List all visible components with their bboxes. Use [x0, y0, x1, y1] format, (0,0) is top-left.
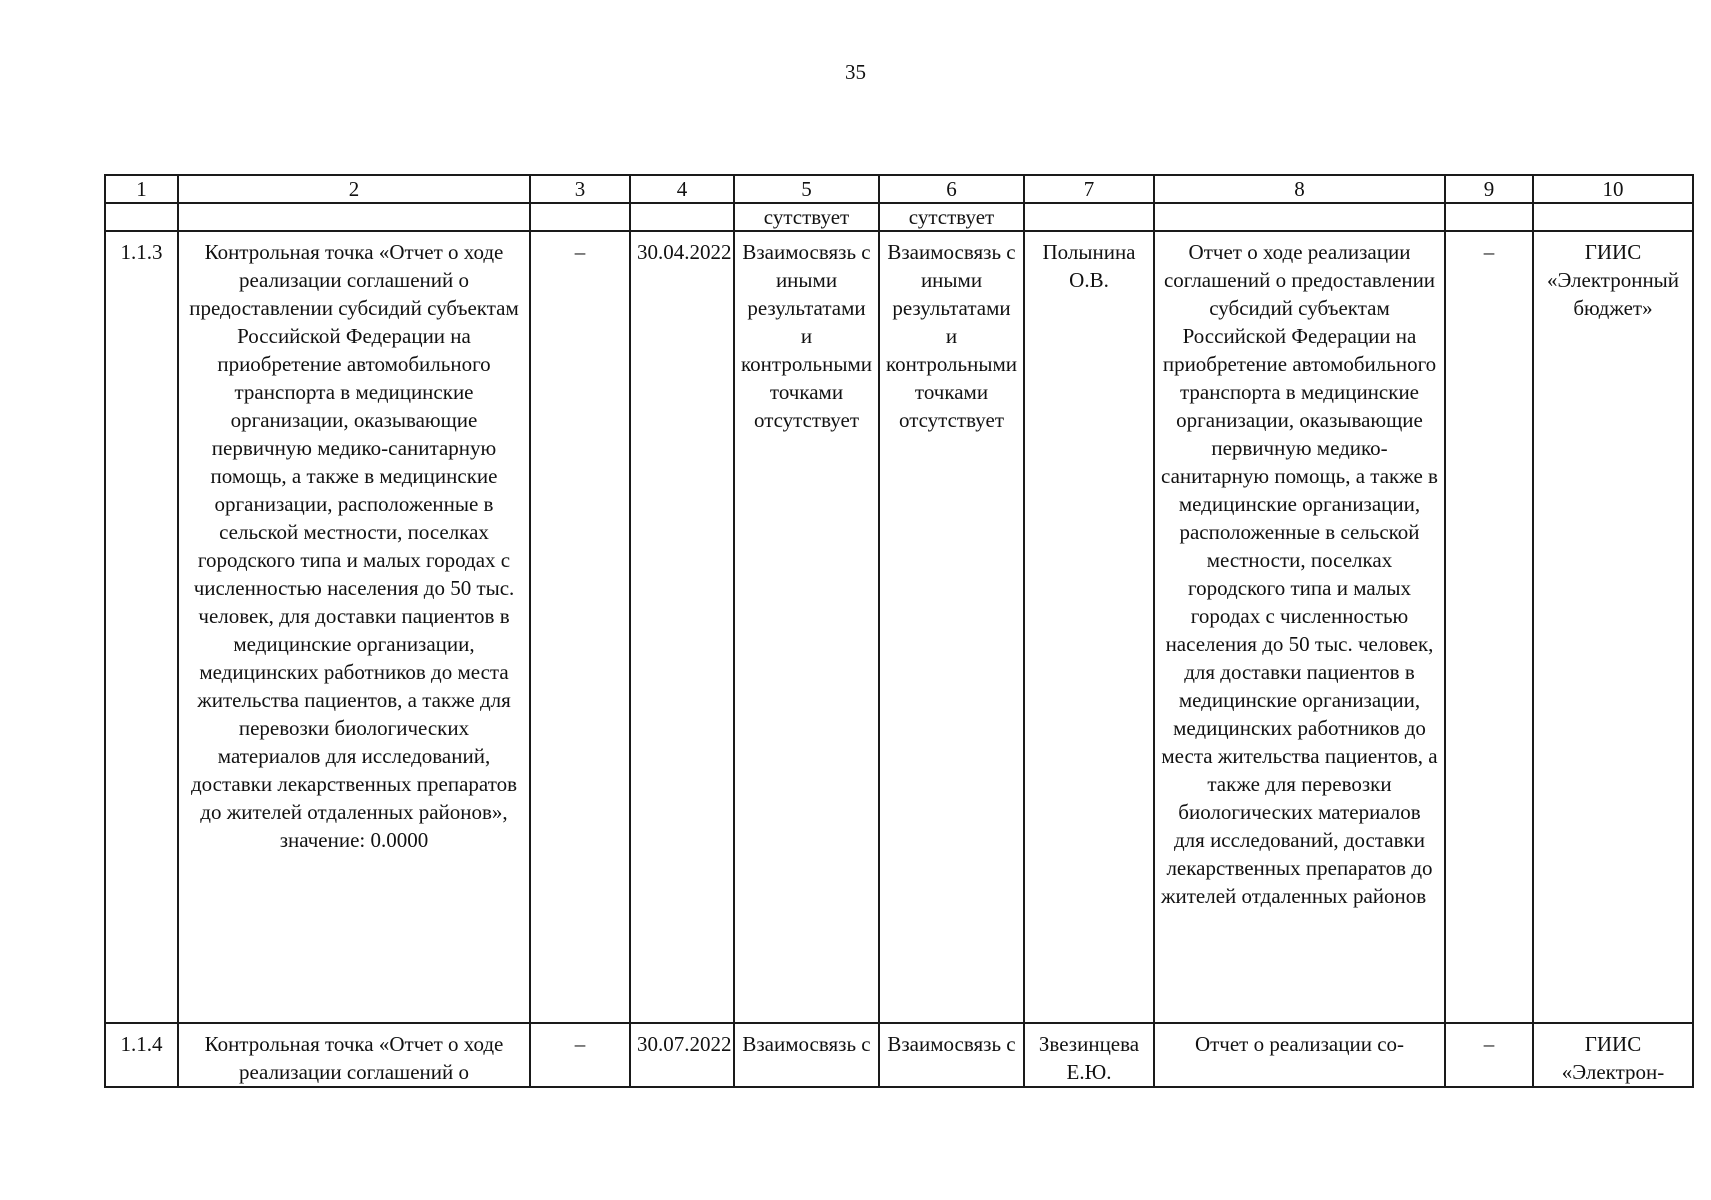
column-header: 5 [734, 175, 879, 203]
table-cell: – [1445, 231, 1533, 1023]
continuation-row [105, 203, 1693, 231]
table-cell [1533, 203, 1693, 231]
column-header: 3 [530, 175, 630, 203]
column-header: 4 [630, 175, 734, 203]
column-header: 8 [1154, 175, 1445, 203]
table-cell: сутствует [734, 203, 879, 231]
column-header: 1 [105, 175, 178, 203]
table-row [105, 1023, 1693, 1087]
table-cell [105, 203, 178, 231]
table-cell [1154, 203, 1445, 231]
row-number: 1.1.4 [105, 1023, 178, 1087]
page-number: 35 [845, 60, 866, 84]
due-date: 30.07.2022 [630, 1023, 734, 1087]
table-cell: – [530, 1023, 630, 1087]
information-system: ГИИС «Электронный бюджет» [1533, 231, 1693, 1023]
information-system: ГИИС «Электрон- [1533, 1023, 1693, 1087]
responsible-person: Полынина О.В. [1024, 231, 1154, 1023]
control-point-name: Контрольная точка «Отчет о ходе реализации соглашений о предоставлении субсидий субъектам Российской Федерации на приобретение автомобильного транспорта в медицинские организации, оказывающие первичную медико-санитарную помощь, а также в медицинские организации, расположенные в сельской местности, поселках городского типа и малых городах с численностью населения до 50 тыс. человек, для доставки пациентов в медицинские организации, медицинских работников до места жительства пациентов, а также для перевозки биологических материалов для исследований, доставки лекарственных препаратов до жителей отдаленных районов», значение: 0.0000 [178, 231, 530, 1023]
table-cell [178, 203, 530, 231]
column-header: 2 [178, 175, 530, 203]
table-cell [1024, 203, 1154, 231]
table-cell [530, 203, 630, 231]
table-row [105, 231, 1693, 1023]
result-document: Отчет о реализации со- [1154, 1023, 1445, 1087]
column-header: 10 [1533, 175, 1693, 203]
plan-table [104, 174, 1694, 1088]
column-header: 6 [879, 175, 1024, 203]
table-cell [630, 203, 734, 231]
relation-cell: Взаимосвязь с иными результатами и контрольными точками отсутствует [879, 231, 1024, 1023]
relation-cell: Взаимосвязь с [734, 1023, 879, 1087]
table-cell: – [1445, 1023, 1533, 1087]
column-header: 9 [1445, 175, 1533, 203]
relation-cell: Взаимосвязь с [879, 1023, 1024, 1087]
table-cell: сутствует [879, 203, 1024, 231]
control-point-name: Контрольная точка «Отчет о ходе реализации соглашений о [178, 1023, 530, 1087]
relation-cell: Взаимосвязь с иными результатами и контрольными точками отсутствует [734, 231, 879, 1023]
table-cell [1445, 203, 1533, 231]
due-date: 30.04.2022 [630, 231, 734, 1023]
column-header: 7 [1024, 175, 1154, 203]
responsible-person: Звезинцева Е.Ю. [1024, 1023, 1154, 1087]
table-cell: – [530, 231, 630, 1023]
row-number: 1.1.3 [105, 231, 178, 1023]
column-number-row [105, 175, 1693, 203]
result-document: Отчет о ходе реализации соглашений о предоставлении субсидий субъектам Российской Федерации на приобретение автомобильного транспорта в медицинские организации, оказывающие первичную медико-санитарную помощь, а также в медицинские организации, расположенные в сельской местности, поселках городского типа и малых городах с численностью населения до 50 тыс. человек, для доставки пациентов в медицинские организации, медицинских работников до места жительства пациентов, а также для перевозки биологических материалов для исследований, доставки лекарственных препаратов до жителей отдаленных районов [1154, 231, 1445, 1023]
